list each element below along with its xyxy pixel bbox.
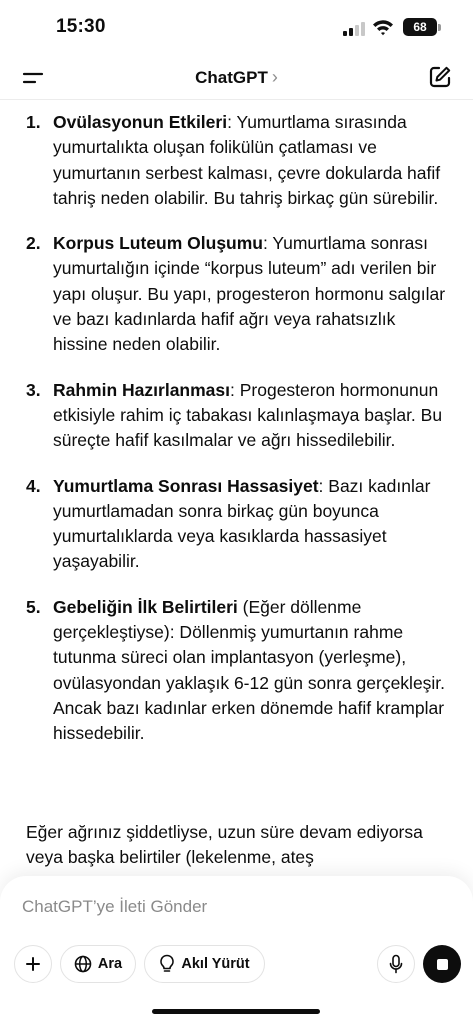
list-item-title: Gebeliğin İlk Belirtileri xyxy=(53,596,238,617)
wifi-icon xyxy=(372,18,394,36)
new-chat-icon[interactable] xyxy=(428,65,452,89)
reason-button-label: Akıl Yürüt xyxy=(181,956,250,972)
list-number: 5. xyxy=(26,596,41,617)
list-item-title: Rahmin Hazırlanması xyxy=(53,379,230,400)
reason-button[interactable] xyxy=(144,945,265,983)
message-composer xyxy=(0,876,473,1024)
add-attachment-button[interactable] xyxy=(14,945,52,983)
model-selector[interactable] xyxy=(195,67,278,88)
search-button[interactable] xyxy=(60,945,136,983)
battery-tip xyxy=(438,24,441,31)
globe-icon xyxy=(74,955,92,973)
list-item xyxy=(26,595,446,747)
chevron-right-icon: › xyxy=(271,67,278,87)
status-time: 15:30 xyxy=(56,16,106,37)
cellular-signal-icon xyxy=(343,22,367,36)
list-item xyxy=(26,231,446,357)
header-title-area xyxy=(0,67,473,88)
list-item-body: : Bazı kadınlar yumurtlamadan sonra birkaç gün boyunca yumurtalıklarda veya kasıklarda hassasiyet yaşayabilir. xyxy=(53,475,431,572)
chat-message xyxy=(0,100,473,876)
microphone-icon xyxy=(388,954,404,974)
list-item-body: : Progesteron hormonunun etkisiyle rahim iç tabakası kalınlaşmaya başlar. Bu süreçte hafif kasılmalar ve ağrı hissedilebilir. xyxy=(53,379,443,451)
closing-paragraph: Eğer ağrınız şiddetliyse, uzun süre devam ediyorsa veya başka belirtiler (lekelenme, ateş xyxy=(26,822,423,868)
home-indicator[interactable] xyxy=(152,1009,320,1014)
message-input[interactable]: ChatGPT’ye İleti Gönder xyxy=(22,897,208,916)
list-item-text xyxy=(53,110,446,211)
list-number: 3. xyxy=(26,379,41,400)
list-item-body: : Yumurtlama sırasında yumurtalıkta oluşan folikülün çatlaması ve yumurtanın serbest kalması, çevre dokularda hafif tahriş neden olabilir. Bu tahriş birkaç gün sürebilir. xyxy=(53,112,441,208)
stop-generating-button[interactable] xyxy=(423,945,461,983)
list-item-text xyxy=(53,474,446,575)
list-number: 4. xyxy=(26,475,41,496)
list-item-title: Ovülasyonun Etkileri xyxy=(53,112,228,132)
numbered-list xyxy=(26,110,446,767)
list-item-text xyxy=(53,231,446,357)
list-number: 2. xyxy=(26,233,41,254)
battery-indicator: 68 xyxy=(403,18,437,36)
list-item-body: : Yumurtlama sonrası yumurtalığın içinde “korpus luteum” adı verilen bir yapı oluşur. Bu yapı, progesteron hormonu salgılar ve bazı kadınlarda hafif ağrı veya rahatsızlık hissine neden olabilir. xyxy=(53,233,446,355)
plus-icon xyxy=(25,956,41,972)
list-number: 1. xyxy=(26,112,41,132)
list-item-title: Korpus Luteum Oluşumu xyxy=(53,233,263,254)
list-item-body: (Eğer döllenme gerçekleştiyse): Döllenmiş yumurtanın rahme tutunma süreci olan implantasyon (yerleşme), ovülasyondan yaklaşık 6-12 gün sonra gerçekleşir. Ancak bazı kadınlar erken dönemde hafif kramplar hissedebilir. xyxy=(53,596,446,744)
app-header xyxy=(0,56,473,100)
status-bar xyxy=(0,0,473,56)
list-item xyxy=(26,378,446,454)
voice-input-button[interactable] xyxy=(377,945,415,983)
page-title: ChatGPT xyxy=(195,67,268,87)
stop-icon xyxy=(437,959,448,970)
list-item-title: Yumurtlama Sonrası Hassasiyet xyxy=(53,475,319,496)
lightbulb-icon xyxy=(159,954,175,974)
list-item-text xyxy=(53,378,446,454)
list-item xyxy=(26,110,446,211)
search-button-label: Ara xyxy=(97,956,123,972)
list-item-text xyxy=(53,595,446,747)
list-item xyxy=(26,474,446,575)
